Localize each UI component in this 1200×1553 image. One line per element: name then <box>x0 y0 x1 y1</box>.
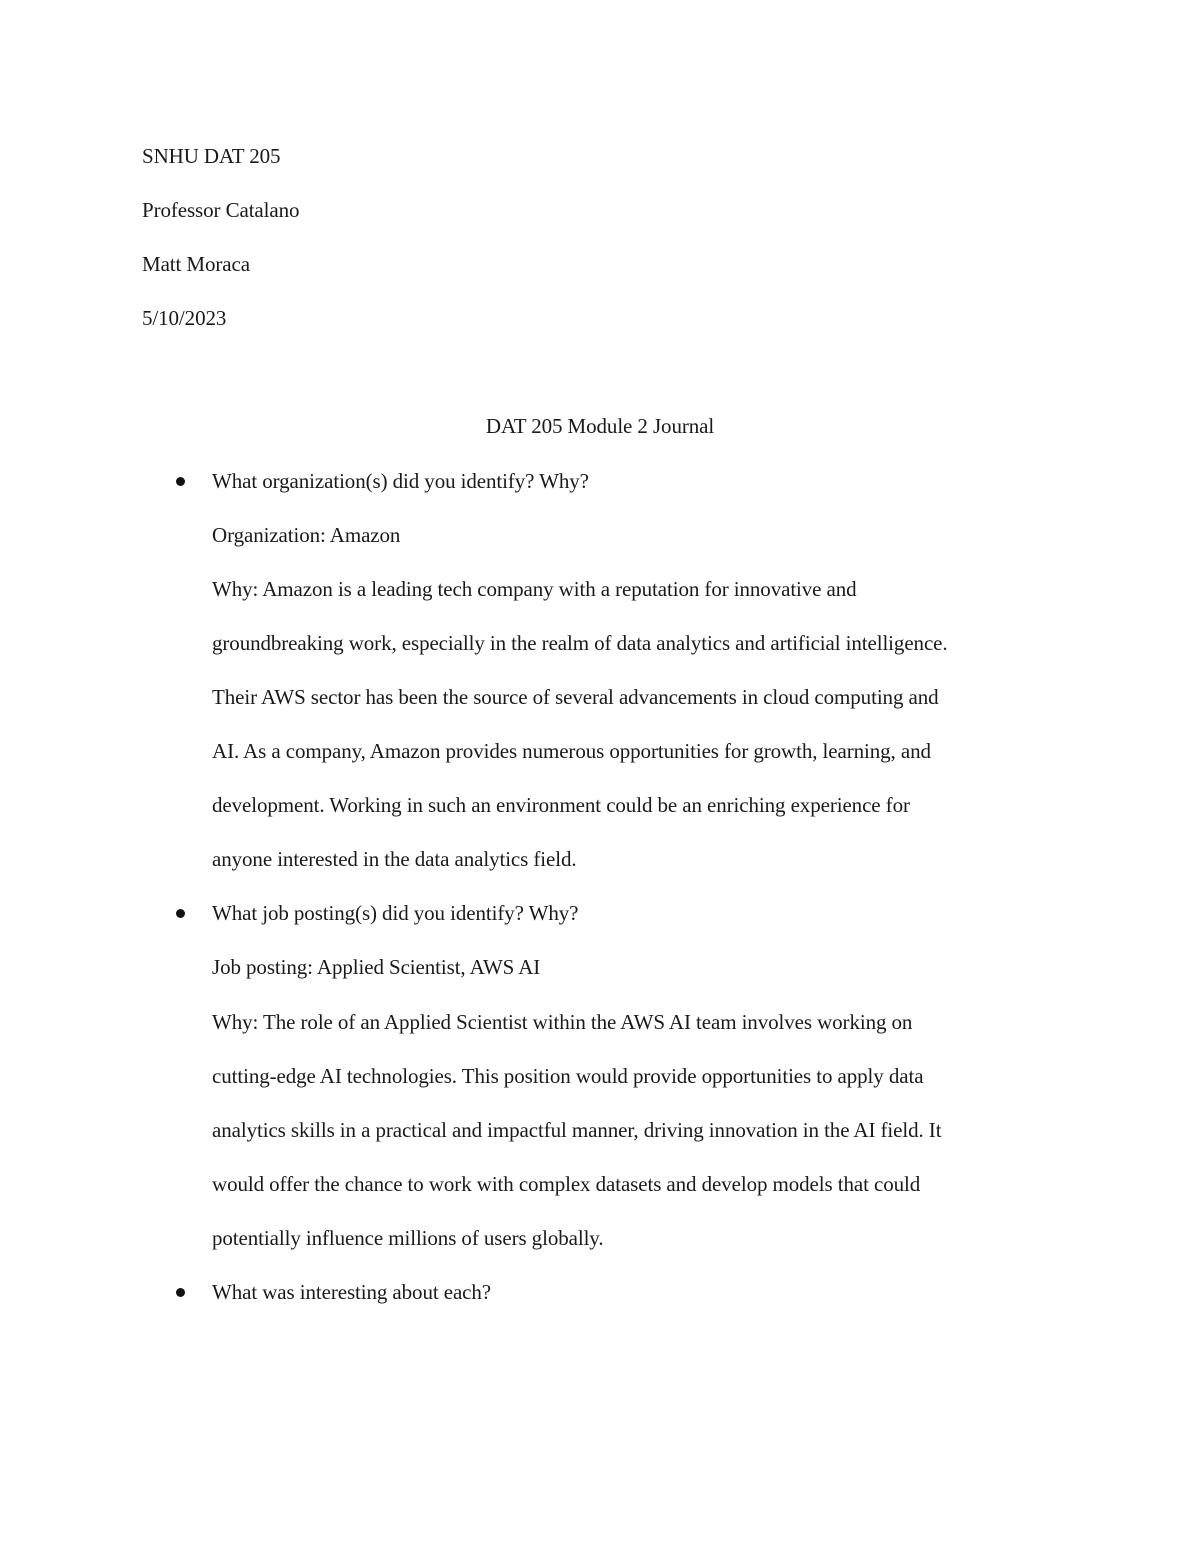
answer-1-label: Organization: Amazon <box>212 523 401 547</box>
date-line: 5/10/2023 <box>142 306 227 330</box>
answer-1-why-line: AI. As a company, Amazon provides numerous opportunities for growth, learning, and <box>212 739 931 763</box>
answer-1-why-line: groundbreaking work, especially in the realm of data analytics and artificial intelligence. <box>212 631 948 655</box>
bullet-dot-icon <box>176 1288 185 1297</box>
question-3: What was interesting about each? <box>212 1280 492 1304</box>
answer-1-why-line: Their AWS sector has been the source of several advancements in cloud computing and <box>212 685 939 709</box>
answer-1-why-line: anyone interested in the data analytics field. <box>212 847 577 871</box>
question-2: What job posting(s) did you identify? Why? <box>212 901 579 925</box>
question-1: What organization(s) did you identify? Why? <box>212 469 589 493</box>
answer-2-why-line: analytics skills in a practical and impactful manner, driving innovation in the AI field. It <box>212 1118 942 1142</box>
answer-2-why-line: potentially influence millions of users globally. <box>212 1226 604 1250</box>
answer-2-why-line: cutting-edge AI technologies. This position would provide opportunities to apply data <box>212 1064 924 1088</box>
answer-2-why-line: Why: The role of an Applied Scientist within the AWS AI team involves working on <box>212 1010 913 1034</box>
course-line: SNHU DAT 205 <box>142 144 281 168</box>
bullet-dot-icon <box>176 909 185 918</box>
answer-2-label: Job posting: Applied Scientist, AWS AI <box>212 955 541 979</box>
answer-1-why-line: development. Working in such an environment could be an enriching experience for <box>212 793 910 817</box>
bullet-dot-icon <box>176 477 185 486</box>
answer-1-why-line: Why: Amazon is a leading tech company with a reputation for innovative and <box>212 577 857 601</box>
professor-line: Professor Catalano <box>142 198 300 222</box>
document-title: DAT 205 Module 2 Journal <box>485 414 715 438</box>
student-line: Matt Moraca <box>142 252 250 276</box>
answer-2-why-line: would offer the chance to work with complex datasets and develop models that could <box>212 1172 921 1196</box>
